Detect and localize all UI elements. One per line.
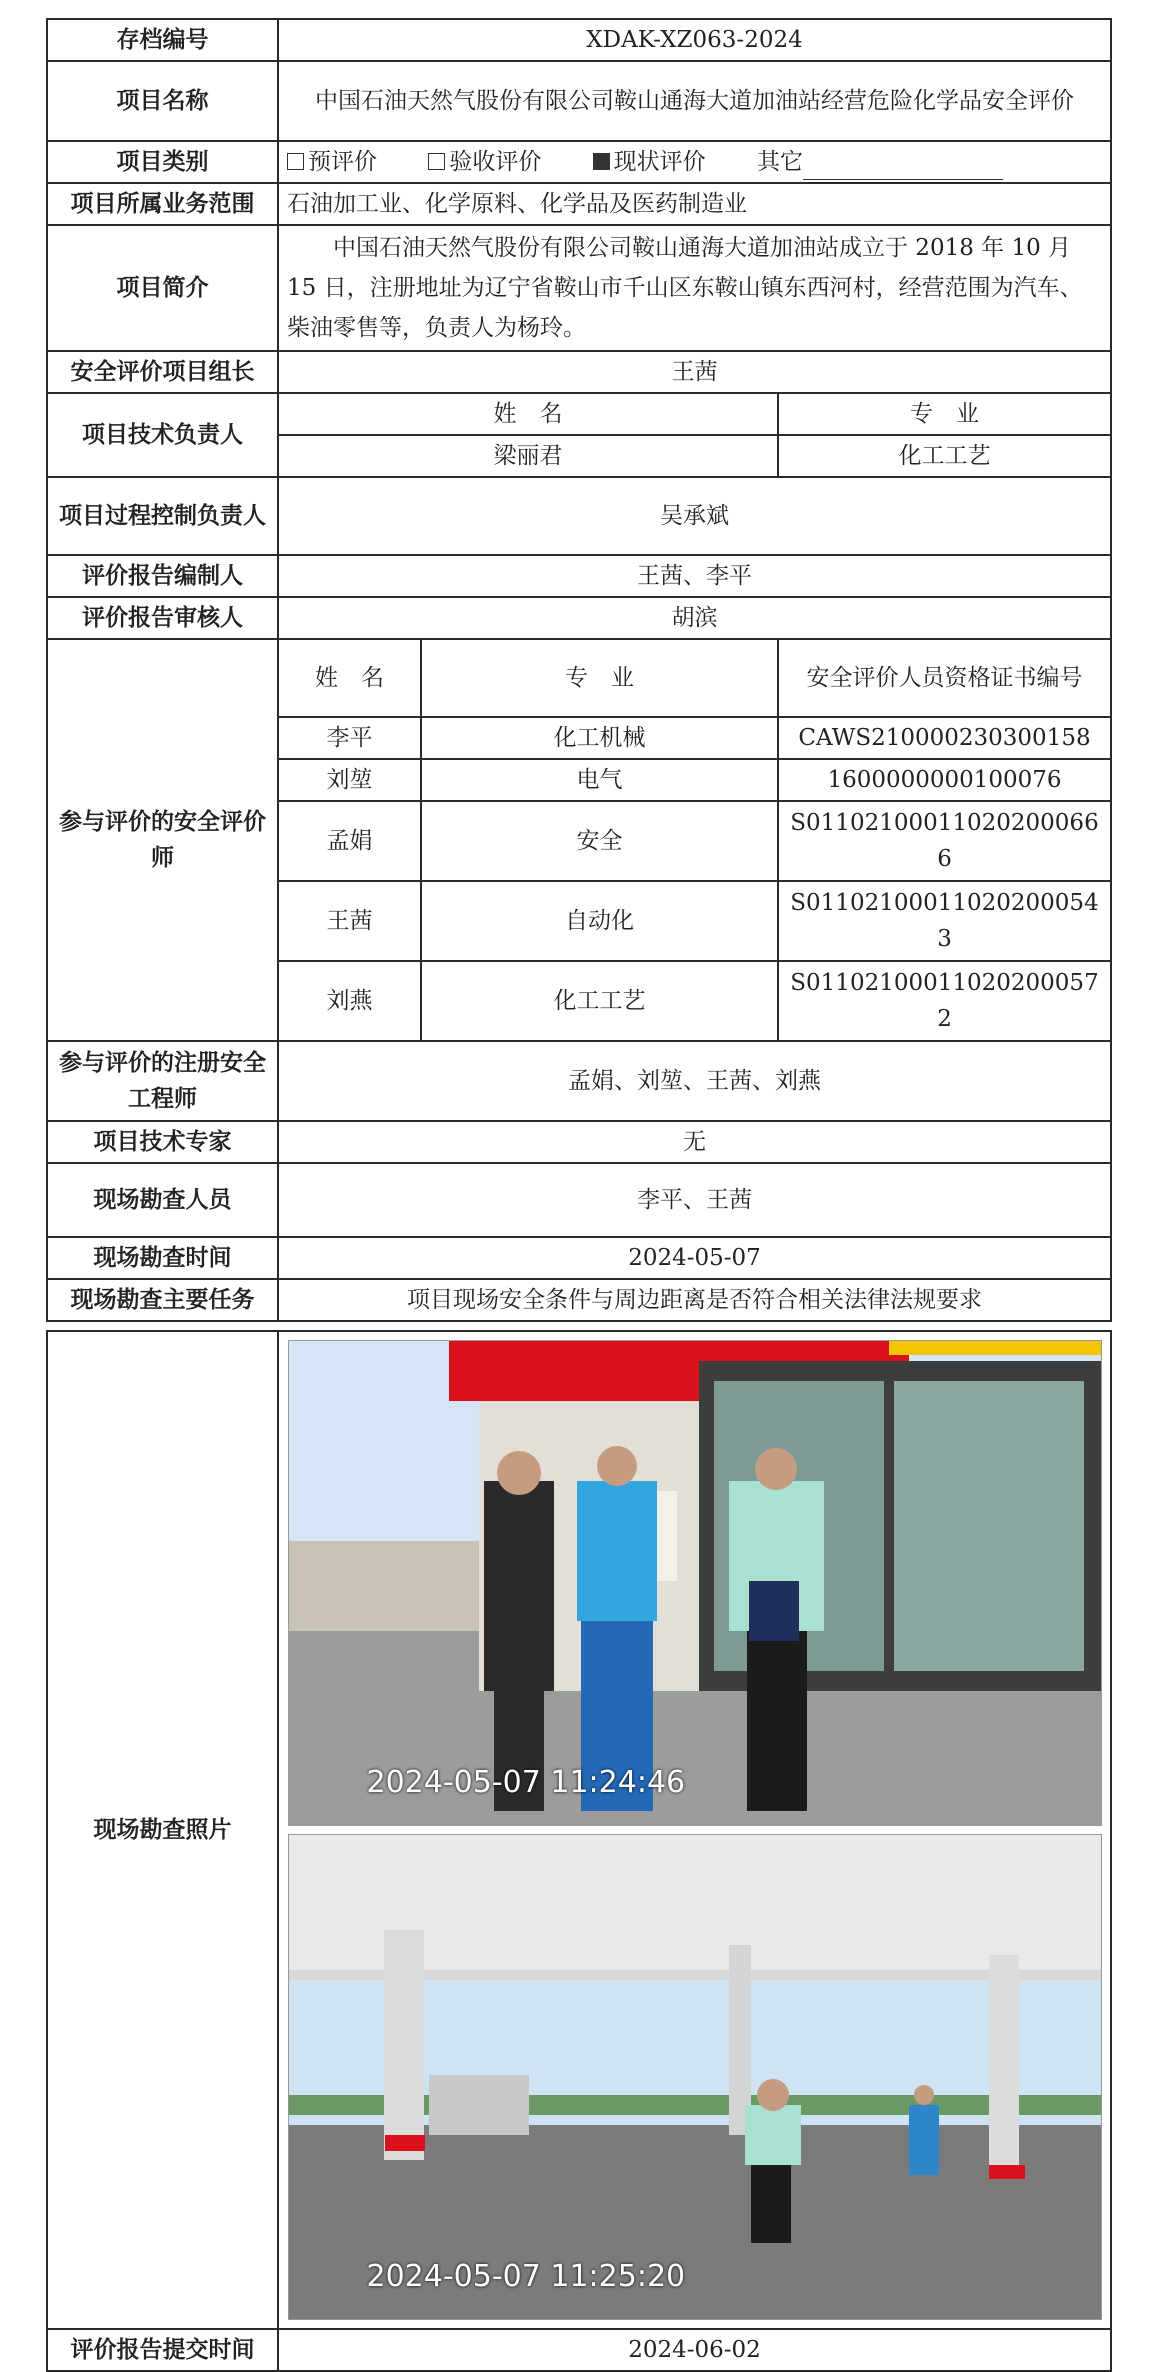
option-other-label: 其它 bbox=[756, 149, 803, 175]
site-staff-value: 李平、王茜 bbox=[278, 1163, 1111, 1237]
tech-expert-value: 无 bbox=[278, 1121, 1111, 1163]
intro-value: 中国石油天然气股份有限公司鞍山通海大道加油站成立于 2018 年 10 月 15 日，注册地址为辽宁省鞍山市千山区东鞍山镇东西河村，经营范围为汽车、柴油零售等，负责人为杨玲。 bbox=[278, 225, 1111, 351]
project-type-label: 项目类别 bbox=[47, 141, 278, 183]
registered-engineers-label: 参与评价的注册安全工程师 bbox=[47, 1041, 278, 1121]
submit-date-label: 评价报告提交时间 bbox=[47, 2329, 278, 2371]
other-blank-line bbox=[803, 155, 1003, 180]
checkbox-checked-icon bbox=[593, 153, 610, 170]
evaluators-header-cert: 安全评价人员资格证书编号 bbox=[778, 639, 1111, 717]
canopy-photo-image bbox=[289, 1835, 1101, 2319]
site-date-value: 2024-05-07 bbox=[278, 1237, 1111, 1279]
evaluator-cert: S011021000110202000666 bbox=[778, 801, 1111, 881]
option-status-eval-label: 现状评价 bbox=[613, 149, 706, 175]
evaluator-name: 孟娟 bbox=[278, 801, 421, 881]
process-control-value: 吴承斌 bbox=[278, 477, 1111, 555]
archive-no-value: XDAK-XZ063-2024 bbox=[278, 19, 1111, 61]
evaluators-header-major: 专 业 bbox=[421, 639, 778, 717]
site-photos-label: 现场勘查照片 bbox=[47, 1331, 278, 2329]
site-date-label: 现场勘查时间 bbox=[47, 1237, 278, 1279]
project-type-options bbox=[278, 141, 1111, 183]
project-info-table bbox=[46, 18, 1112, 1322]
evaluation-record-page bbox=[46, 18, 1110, 2372]
evaluator-name: 刘燕 bbox=[278, 961, 421, 1041]
option-other bbox=[757, 149, 1003, 175]
registered-engineers-value: 孟娟、刘堃、王茜、刘燕 bbox=[278, 1041, 1111, 1121]
photo-timestamp: 2024-05-07 11:25:20 bbox=[366, 2259, 686, 2294]
evaluator-major: 自动化 bbox=[421, 881, 778, 961]
checkbox-icon bbox=[287, 153, 304, 170]
evaluator-name: 刘堃 bbox=[278, 759, 421, 801]
intro-label: 项目简介 bbox=[47, 225, 278, 351]
site-task-label: 现场勘查主要任务 bbox=[47, 1279, 278, 1321]
site-photos-cell bbox=[278, 1331, 1111, 2329]
option-status-eval bbox=[593, 149, 706, 175]
project-name-value: 中国石油天然气股份有限公司鞍山通海大道加油站经营危险化学品安全评价 bbox=[278, 61, 1111, 141]
site-task-value: 项目现场安全条件与周边距离是否符合相关法律法规要求 bbox=[278, 1279, 1111, 1321]
evaluator-major: 电气 bbox=[421, 759, 778, 801]
tech-lead-name-header: 姓 名 bbox=[278, 393, 778, 435]
evaluator-name: 王茜 bbox=[278, 881, 421, 961]
site-staff-label: 现场勘查人员 bbox=[47, 1163, 278, 1237]
entrance-photo-image bbox=[289, 1341, 1101, 1825]
evaluator-cert: S011021000110202000543 bbox=[778, 881, 1111, 961]
tech-lead-name: 梁丽君 bbox=[278, 435, 778, 477]
evaluator-cert: CAWS210000230300158 bbox=[778, 717, 1111, 759]
report-author-label: 评价报告编制人 bbox=[47, 555, 278, 597]
report-reviewer-value: 胡滨 bbox=[278, 597, 1111, 639]
tech-lead-major-header: 专 业 bbox=[778, 393, 1111, 435]
photo-timestamp: 2024-05-07 11:24:46 bbox=[366, 1765, 686, 1800]
evaluators-label: 参与评价的安全评价师 bbox=[47, 639, 278, 1041]
process-control-label: 项目过程控制负责人 bbox=[47, 477, 278, 555]
project-name-label: 项目名称 bbox=[47, 61, 278, 141]
report-author-value: 王茜、李平 bbox=[278, 555, 1111, 597]
site-photos-table bbox=[46, 1330, 1112, 2372]
evaluator-major: 化工机械 bbox=[421, 717, 778, 759]
tech-expert-label: 项目技术专家 bbox=[47, 1121, 278, 1163]
archive-no-label: 存档编号 bbox=[47, 19, 278, 61]
business-scope-value: 石油加工业、化学原料、化学品及医药制造业 bbox=[278, 183, 1111, 225]
evaluator-name: 李平 bbox=[278, 717, 421, 759]
report-reviewer-label: 评价报告审核人 bbox=[47, 597, 278, 639]
option-acceptance-eval-label: 验收评价 bbox=[449, 149, 542, 175]
site-photo-canopy bbox=[288, 1834, 1102, 2320]
business-scope-label: 项目所属业务范围 bbox=[47, 183, 278, 225]
tech-lead-label: 项目技术负责人 bbox=[47, 393, 278, 477]
evaluator-major: 化工工艺 bbox=[421, 961, 778, 1041]
option-pre-eval bbox=[287, 149, 377, 175]
team-leader-label: 安全评价项目组长 bbox=[47, 351, 278, 393]
evaluators-header-name: 姓 名 bbox=[278, 639, 421, 717]
option-acceptance-eval bbox=[428, 149, 541, 175]
team-leader-value: 王茜 bbox=[278, 351, 1111, 393]
site-photo-entrance bbox=[288, 1340, 1102, 1826]
tech-lead-major: 化工工艺 bbox=[778, 435, 1111, 477]
evaluator-major: 安全 bbox=[421, 801, 778, 881]
option-pre-eval-label: 预评价 bbox=[308, 149, 377, 175]
checkbox-icon bbox=[428, 153, 445, 170]
evaluator-cert: S011021000110202000572 bbox=[778, 961, 1111, 1041]
submit-date-value: 2024-06-02 bbox=[278, 2329, 1111, 2371]
evaluator-cert: 1600000000100076 bbox=[778, 759, 1111, 801]
